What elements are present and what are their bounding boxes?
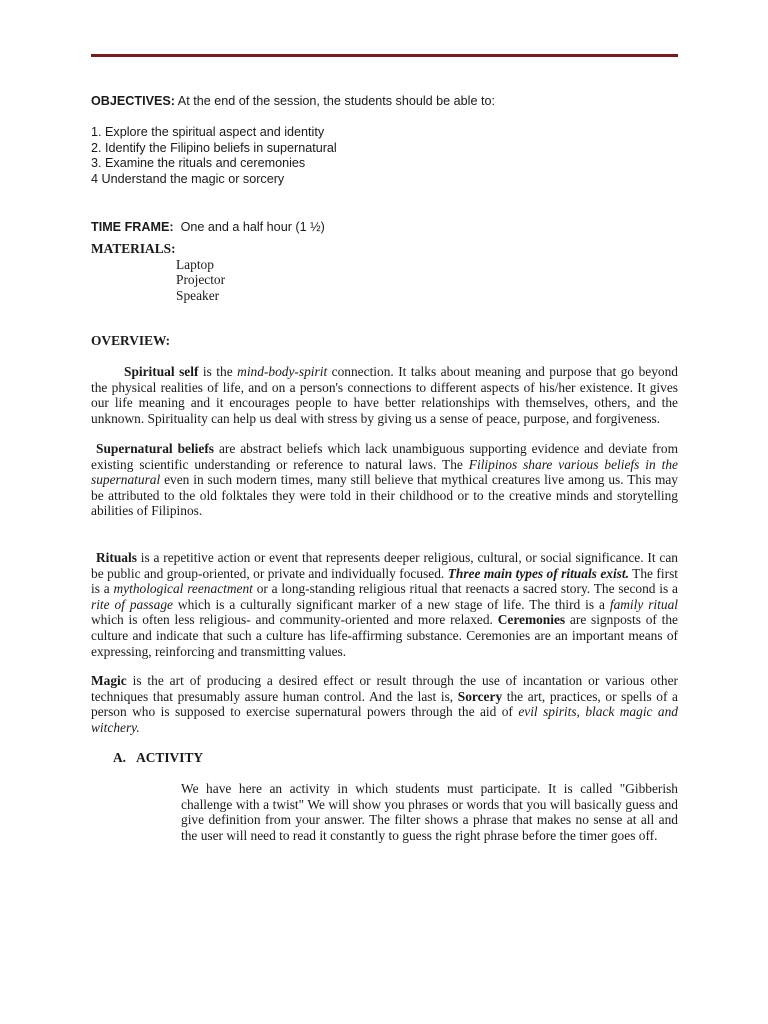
term-magic: Magic	[91, 673, 127, 688]
objectives-intro: At the end of the session, the students should be able to:	[177, 94, 495, 108]
overview-heading	[91, 333, 678, 349]
term-ceremonies: Ceremonies	[497, 612, 566, 628]
overview-paragraph-supernatural: Supernatural beliefs are abstract beliefs which lack unambiguous supporting evidence and deviate from existing scientific understanding or reference to natural laws. The Filipinos share various beliefs in the supernatural even in such modern times, many still believe that mythical creatures live among us. This may be attributed to the old folktales they were told in their childhood or to the creative minds and storytelling abilities of Filipinos.	[91, 441, 678, 519]
material-item: Speaker	[176, 287, 220, 303]
objectives-label: OBJECTIVES:	[91, 94, 175, 108]
objectives-list	[91, 125, 678, 187]
term-supernatural-beliefs: Supernatural beliefs	[96, 441, 215, 456]
term-sorcery: Sorcery	[457, 688, 503, 704]
objective-item: 4 Understand the magic or sorcery	[91, 171, 285, 186]
activity-marker: A.	[113, 750, 127, 765]
overview-label: OVERVIEW:	[91, 333, 171, 348]
materials-label: MATERIALS:	[91, 241, 176, 256]
objective-item: 1. Explore the spiritual aspect and identity	[91, 125, 325, 139]
activity-heading	[113, 750, 700, 766]
time-frame-label: TIME FRAME:	[91, 220, 174, 234]
activity-label: ACTIVITY	[136, 750, 204, 765]
header-rule	[91, 54, 678, 57]
objective-item: 3. Examine the rituals and ceremonies	[91, 156, 306, 171]
objective-item: 2. Identify the Filipino beliefs in supernatural	[91, 140, 337, 155]
overview-paragraph-spiritual-self: Spiritual self is the mind-body-spirit connection. It talks about meaning and purpose that go beyond the physical realities of life, and on a person's connections to different aspects of his/her existence. It gives our life meaning and it encourages people to have better relationships with themselves, others, and the unknown. Spirituality can help us deal with stress by giving us a sense of peace, purpose, and forgiveness.	[91, 364, 678, 426]
activity-description: We have here an activity in which students must participate. It is called "Gibberish challenge with a twist" We will show you phrases or words that you will basically guess and give definition from your answer. The filter shows a phrase that makes no sense at all and the user will need to read it constantly to guess the right phrase before the timer goes off.	[181, 781, 678, 843]
objectives-section	[91, 94, 678, 110]
overview-paragraph-magic: Magic is the art of producing a desired effect or result through the use of incantation or various other techniques that presumably assure human control. And the last is, Sorcery the art, practices, or spells of a person who is supposed to exercise supernatural powers through the aid of evil spirits, black magic and witchery.	[91, 673, 678, 735]
overview-paragraph-rituals: Rituals is a repetitive action or event that represents deeper religious, cultural, or social significance. It can be public and group-oriented, or private and individually focused. Three main types of rituals exist. The first is a mythological reenactment or a long-standing religious ritual that reenacts a sacred story. The second is a rite of passage which is a culturally significant marker of a new stage of life. The third is a family ritual which is often less religious- and community-oriented and more relaxed. Ceremonies are signposts of the culture and indicate that such a culture has life-affirming substance. Ceremonies are an important means of expressing, reinforcing and transmitting values.	[91, 550, 679, 659]
time-frame	[91, 220, 678, 236]
materials-section	[91, 241, 678, 303]
term-spiritual-self: Spiritual self	[124, 364, 199, 379]
objectives-heading	[91, 94, 678, 110]
term-rituals: Rituals	[96, 550, 137, 565]
time-frame-value: One and a half hour (1 ½)	[180, 220, 325, 234]
material-item: Projector	[176, 272, 226, 288]
material-item: Laptop	[176, 256, 214, 272]
